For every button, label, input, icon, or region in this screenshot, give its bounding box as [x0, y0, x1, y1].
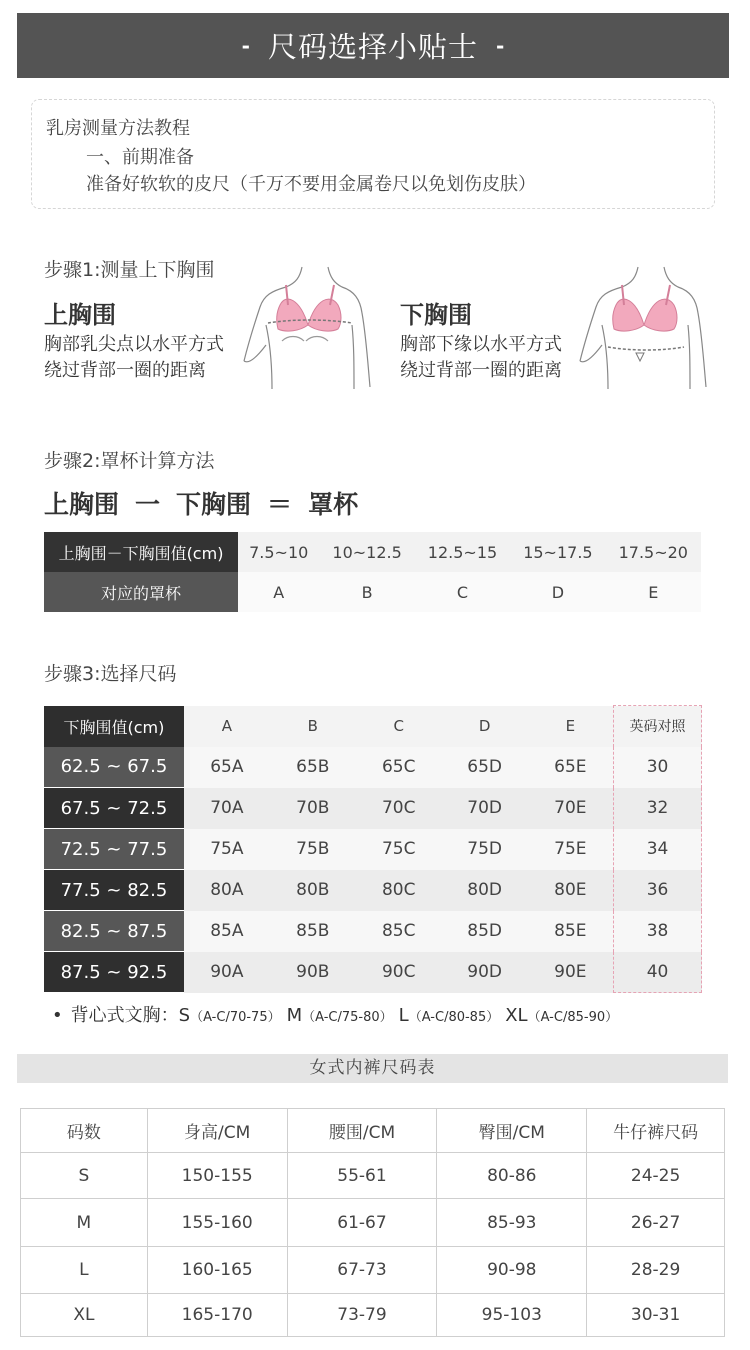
panties-cell: S — [21, 1153, 148, 1199]
bra-size-cell: 65E — [554, 757, 587, 777]
panties-header-row — [21, 1109, 725, 1153]
panties-cell: 67-73 — [287, 1247, 437, 1294]
cup-table — [44, 532, 701, 612]
underbust-range: 67.5 ~ 72.5 — [44, 788, 184, 829]
formula-upper: 上胸围 — [44, 490, 120, 519]
panties-cell: 26-27 — [587, 1199, 725, 1247]
panties-header: 腰围/CM — [287, 1109, 437, 1153]
bra-size-cell: 90E — [554, 962, 587, 982]
upper-bust-title: 上胸围 — [44, 301, 116, 329]
lower-bust-title: 下胸围 — [400, 301, 472, 329]
bra-size-cell: 85C — [381, 921, 416, 941]
bra-size-cell: 90B — [296, 962, 330, 982]
bra-size-cell: 80E — [554, 880, 587, 900]
table-row — [21, 1247, 725, 1294]
intro-line-1: 乳房测量方法教程 — [46, 118, 190, 139]
intro-box — [31, 99, 715, 209]
cup-letter: E — [648, 582, 659, 602]
underbust-range: 72.5 ~ 77.5 — [44, 829, 184, 870]
bra-size-cell: 85E — [554, 921, 587, 941]
cup-table-row-cup — [44, 572, 701, 612]
cup-range: 17.5~20 — [618, 542, 688, 562]
bra-size-cell: 65B — [296, 757, 330, 777]
panties-cell: 73-79 — [287, 1294, 437, 1337]
bra-size-cell: 65C — [381, 757, 416, 777]
cup-range: 12.5~15 — [427, 542, 498, 562]
note-size-s: S — [178, 1005, 191, 1026]
panties-cell: 61-67 — [287, 1199, 437, 1247]
bra-size-cell: 85B — [296, 921, 330, 941]
cup-header: E — [565, 717, 576, 735]
panties-title: 女式内裤尺码表 — [17, 1054, 728, 1083]
lower-bust-desc-1: 胸部下缘以水平方式 — [400, 334, 562, 355]
panties-cell: XL — [21, 1294, 148, 1337]
bra-size-cell: 70A — [210, 798, 244, 818]
panties-cell: 90-98 — [437, 1247, 587, 1294]
panties-cell: 165-170 — [147, 1294, 287, 1337]
panties-cell: 55-61 — [287, 1153, 437, 1199]
panties-header: 身高/CM — [147, 1109, 287, 1153]
header-left-mark: - — [241, 33, 250, 58]
formula-equals: ＝ — [267, 490, 293, 519]
underbust-range: 77.5 ~ 82.5 — [44, 870, 184, 911]
panties-cell: 30-31 — [587, 1294, 725, 1337]
cup-range: 10~12.5 — [332, 542, 402, 562]
cup-table-row-diff — [44, 532, 701, 572]
panties-cell: 150-155 — [147, 1153, 287, 1199]
bra-size-cell: 65D — [467, 757, 503, 777]
upper-bust-illustration — [242, 265, 374, 390]
bra-size-cell: 80B — [296, 880, 330, 900]
bra-size-cell: 70E — [554, 798, 587, 818]
panties-cell: 80-86 — [437, 1153, 587, 1199]
panties-cell: 155-160 — [147, 1199, 287, 1247]
bra-size-cell: 80D — [467, 880, 503, 900]
step3-title: 步骤3:选择尺码 — [44, 663, 177, 685]
bra-size-cell: 65A — [210, 757, 244, 777]
cup-letter: B — [361, 582, 373, 602]
note-size-xl: XL — [505, 1005, 528, 1026]
bra-size-table — [44, 705, 702, 993]
table-row — [44, 747, 702, 788]
note-label: 背心式文胸： — [70, 1005, 179, 1026]
bra-size-cell: 90A — [210, 962, 244, 982]
note-size-m: M — [286, 1005, 303, 1026]
panties-cell: 24-25 — [587, 1153, 725, 1199]
upper-bust-desc-2: 绕过背部一圈的距离 — [44, 360, 206, 381]
bra-size-cell: 75E — [554, 839, 587, 859]
table-row — [44, 911, 702, 952]
note-bullet: • — [52, 1005, 63, 1026]
uk-header: 英码对照 — [614, 706, 702, 747]
bra-size-cell: 75C — [381, 839, 416, 859]
uk-size-cell: 34 — [614, 829, 702, 870]
uk-size-cell: 32 — [614, 788, 702, 829]
cup-table-cup-label: 对应的罩杯 — [44, 572, 238, 612]
cup-range: 15~17.5 — [523, 542, 593, 562]
upper-bust-desc-1: 胸部乳尖点以水平方式 — [44, 334, 224, 355]
bra-size-cell: 90D — [467, 962, 503, 982]
vest-bra-note — [52, 1001, 618, 1027]
bra-size-cell: 75A — [210, 839, 244, 859]
note-range-m: （A-C/75-80） — [302, 1010, 393, 1025]
uk-size-cell: 30 — [614, 747, 702, 788]
cup-header: C — [393, 717, 404, 735]
cup-letter: D — [551, 582, 565, 602]
cup-header: B — [307, 717, 318, 735]
bra-size-cell: 75D — [467, 839, 503, 859]
table-row — [44, 829, 702, 870]
table-row — [21, 1153, 725, 1199]
panties-cell: 28-29 — [587, 1247, 725, 1294]
note-range-xl: （A-C/85-90） — [527, 1010, 619, 1025]
panties-size-table — [20, 1108, 725, 1337]
bra-size-cell: 75B — [296, 839, 330, 859]
page-title: 尺码选择小贴士 — [267, 30, 478, 64]
panties-header: 码数 — [21, 1109, 148, 1153]
formula-cup: 罩杯 — [308, 490, 359, 519]
cup-table-diff-label: 上胸围－下胸围值(cm) — [44, 532, 238, 572]
cup-header: A — [221, 717, 232, 735]
bra-size-cell: 70C — [381, 798, 416, 818]
uk-size-cell: 36 — [614, 870, 702, 911]
cup-letter: A — [273, 582, 285, 602]
cup-range: 7.5~10 — [249, 542, 309, 562]
panties-header: 臀围/CM — [437, 1109, 587, 1153]
note-range-l: （A-C/80-85） — [408, 1010, 500, 1025]
cup-formula — [44, 485, 358, 521]
underbust-range: 87.5 ~ 92.5 — [44, 952, 184, 993]
formula-minus: 一 — [135, 490, 161, 519]
note-range-s: （A-C/70-75） — [190, 1010, 281, 1025]
bra-size-cell: 80A — [210, 880, 244, 900]
panties-header: 牛仔裤尺码 — [587, 1109, 725, 1153]
panties-cell: L — [21, 1247, 148, 1294]
size-header-row — [44, 706, 702, 747]
bra-size-cell: 70B — [296, 798, 330, 818]
page-header — [17, 13, 729, 78]
note-size-l: L — [398, 1005, 409, 1026]
bra-size-cell: 90C — [381, 962, 416, 982]
panties-cell: 160-165 — [147, 1247, 287, 1294]
formula-lower: 下胸围 — [176, 490, 252, 519]
table-row — [44, 788, 702, 829]
uk-size-cell: 40 — [614, 952, 702, 993]
panties-cell: M — [21, 1199, 148, 1247]
step1-title: 步骤1:测量上下胸围 — [44, 259, 215, 281]
table-row — [21, 1294, 725, 1337]
bra-size-cell: 80C — [381, 880, 416, 900]
cup-header: D — [478, 717, 491, 735]
header-right-mark: - — [496, 33, 505, 58]
intro-line-2: 一、前期准备 — [86, 147, 194, 168]
uk-size-cell: 38 — [614, 911, 702, 952]
lower-bust-desc-2: 绕过背部一圈的距离 — [400, 360, 562, 381]
bra-size-cell: 70D — [467, 798, 503, 818]
bra-size-cell: 85D — [467, 921, 503, 941]
underbust-range: 62.5 ~ 67.5 — [44, 747, 184, 788]
bra-size-cell: 85A — [210, 921, 244, 941]
intro-line-3: 准备好软软的皮尺（千万不要用金属卷尺以免划伤皮肤） — [86, 174, 536, 195]
underbust-header: 下胸围值(cm) — [44, 706, 184, 747]
panties-cell: 95-103 — [437, 1294, 587, 1337]
lower-bust-illustration — [578, 265, 710, 390]
panties-cell: 85-93 — [437, 1199, 587, 1247]
step2-title: 步骤2:罩杯计算方法 — [44, 450, 215, 472]
table-row — [44, 870, 702, 911]
table-row — [21, 1199, 725, 1247]
table-row — [44, 952, 702, 993]
cup-letter: C — [456, 582, 469, 602]
underbust-range: 82.5 ~ 87.5 — [44, 911, 184, 952]
